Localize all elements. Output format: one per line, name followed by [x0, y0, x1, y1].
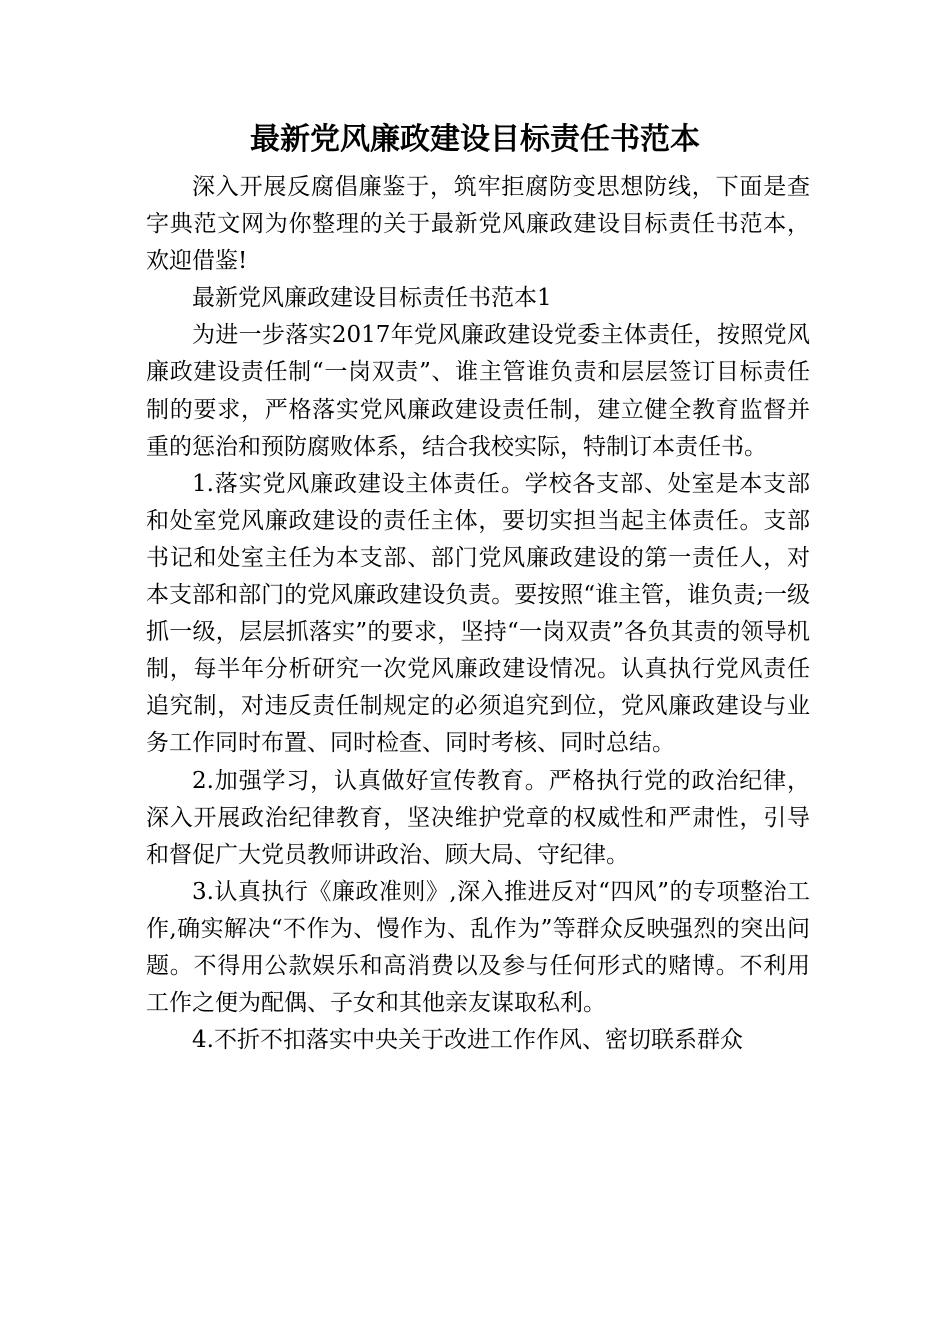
list-item-2: 2.加强学习，认真做好宣传教育。严格执行党的政治纪律，深入开展政治纪律教育，坚决维护党章的权威性和严肃性，引导和督促广大党员教师讲政治、顾大局、守纪律。: [146, 767, 810, 868]
document-body: [146, 169, 810, 1059]
list-item-1: 1.落实党风廉政建设主体责任。学校各支部、处室是本支部和处室党风廉政建设的责任主体，要切实担当起主体责任。支部书记和处室主任为本支部、部门党风廉政建设的第一责任人，对本支部和部门的党风廉政建设负责。要按照“谁主管，谁负责;一级抓一级，层层抓落实”的要求，坚持“一岗双责”各负其责的领导机制，每半年分析研究一次党风廉政建设情况。认真执行党风责任追究制，对违反责任制规定的必须追究到位，党风廉政建设与业务工作同时布置、同时检查、同时考核、同时总结。: [146, 470, 810, 757]
document-title: 最新党风廉政建设目标责任书范本: [250, 122, 700, 157]
body-paragraph: 为进一步落实2017年党风廉政建设党委主体责任，按照党风廉政建设责任制“一岗双责”、谁主管谁负责和层层签订目标责任制的要求，严格落实党风廉政建设责任制，建立健全教育监督并重的惩治和预防腐败体系，结合我校实际，特制订本责任书。: [146, 322, 810, 460]
section-heading: 最新党风廉政建设目标责任书范本1: [192, 285, 552, 312]
list-item-4: 4.不折不扣落实中央关于改进工作作风、密切联系群众: [192, 1027, 743, 1054]
intro-paragraph: 深入开展反腐倡廉鉴于，筑牢拒腐防变思想防线，下面是查字典范文网为你整理的关于最新党风廉政建设目标责任书范本，欢迎借鉴!: [146, 174, 810, 275]
list-item-3: 3.认真执行《廉政准则》,深入推进反对“四风”的专项整治工作,确实解决“不作为、慢作为、乱作为”等群众反映强烈的突出问题。不得用公款娱乐和高消费以及参与任何形式的赌博。不利用工作之便为配偶、子女和其他亲友谋取私利。: [146, 878, 810, 1017]
